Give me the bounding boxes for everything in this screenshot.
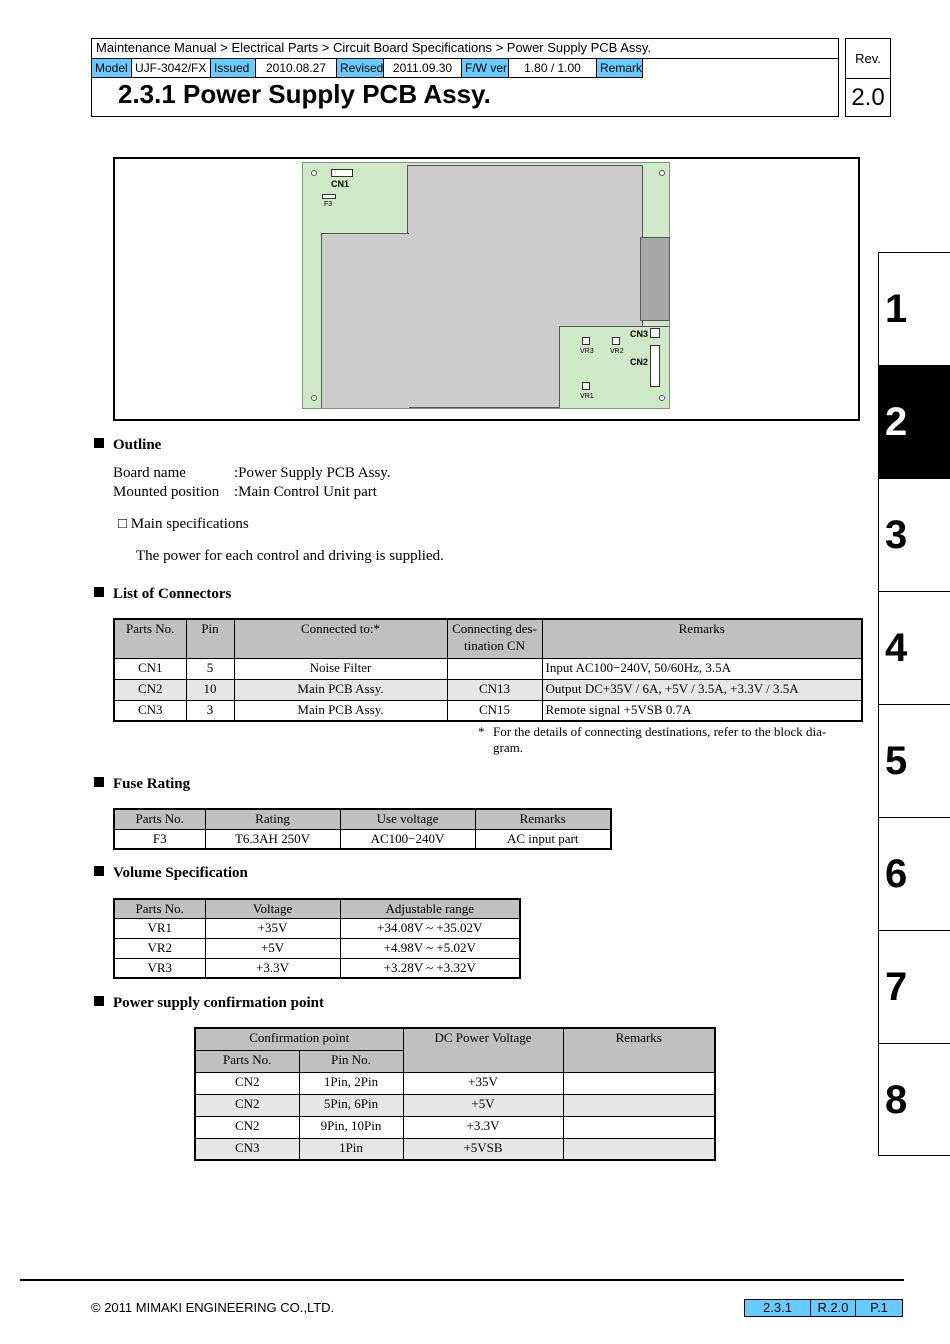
- table-row: [114, 958, 520, 978]
- outline-heading: Outline: [94, 437, 161, 454]
- rev-label: Rev.: [846, 39, 890, 79]
- fw-value: 1.80 / 1.00: [509, 59, 597, 78]
- table-row: [114, 918, 520, 938]
- col-remarks: Remarks: [542, 619, 862, 658]
- revised-value: 2011.09.30: [384, 59, 462, 78]
- col-parts-no: Parts No.: [114, 619, 186, 658]
- model-label: Model: [92, 59, 132, 78]
- vr2-label: VR2: [610, 348, 624, 355]
- col-rating: Rating: [205, 809, 340, 829]
- cell: [447, 658, 542, 679]
- col-confirmation-point: Confirmation point: [195, 1028, 403, 1050]
- fw-label: F/W ver: [462, 59, 509, 78]
- copyright: © 2011 MIMAKI ENGINEERING CO.,LTD.: [91, 1300, 335, 1315]
- vr3-label: VR3: [580, 348, 594, 355]
- cell: +4.98V ~ +5.02V: [340, 938, 520, 958]
- table-row: [114, 679, 862, 700]
- connectors-table: [113, 618, 863, 722]
- col-voltage: Voltage: [205, 899, 340, 918]
- cell: AC input part: [475, 829, 611, 849]
- cell: CN1: [114, 658, 186, 679]
- col-remarks: Remarks: [563, 1028, 715, 1072]
- mount-hole: [311, 395, 317, 401]
- mounted-position-value: :Main Control Unit part: [234, 484, 377, 500]
- col-remarks: Remarks: [475, 809, 611, 829]
- page-indicator: [744, 1299, 903, 1317]
- main-specifications-heading: □ Main specifications: [118, 516, 249, 532]
- col-pin-no: Pin No.: [299, 1050, 403, 1072]
- vr1-label: VR1: [580, 393, 594, 400]
- cell: [563, 1094, 715, 1116]
- cn3-label: CN3: [630, 329, 649, 339]
- rev-value: 2.0: [851, 84, 885, 111]
- issued-label: Issued: [211, 59, 256, 78]
- document-header: [91, 38, 839, 117]
- cell: Main PCB Assy.: [234, 679, 447, 700]
- cell: F3: [114, 829, 205, 849]
- table-row: [195, 1138, 715, 1160]
- remark-label: Remark: [597, 59, 643, 78]
- cell: 5: [186, 658, 234, 679]
- footer-page: P.1: [856, 1300, 902, 1316]
- cn1-connector: [331, 169, 353, 177]
- document-meta: [92, 59, 838, 78]
- volume-heading: Volume Specification: [94, 865, 248, 882]
- cell: 1Pin: [299, 1138, 403, 1160]
- cell: VR1: [114, 918, 205, 938]
- cell: Remote signal +5VSB 0.7A: [542, 700, 862, 721]
- cell: AC100−240V: [340, 829, 475, 849]
- mount-hole: [659, 170, 665, 176]
- mount-hole: [659, 395, 665, 401]
- chapter-tab-1[interactable]: 1: [878, 252, 950, 365]
- page-title: 2.3.1 Power Supply PCB Assy.: [118, 79, 491, 109]
- chapter-tab-3[interactable]: 3: [878, 478, 950, 591]
- vr2-trimmer: [612, 337, 620, 345]
- col-dc-power-voltage: DC Power Voltage: [403, 1028, 563, 1072]
- cell: 10: [186, 679, 234, 700]
- vr1-trimmer: [582, 382, 590, 390]
- cn1-label: CN1: [331, 179, 350, 189]
- board-name-label: Board name: [113, 465, 186, 481]
- model-value: UJF-3042/FX: [132, 59, 211, 78]
- footer-section: 2.3.1: [745, 1300, 811, 1316]
- table-row: [114, 938, 520, 958]
- cell: [563, 1072, 715, 1094]
- col-connecting-destination: Connecting des- tination CN: [447, 619, 542, 658]
- col-parts-no: Parts No.: [195, 1050, 299, 1072]
- cell: 9Pin, 10Pin: [299, 1116, 403, 1138]
- cell: +3.3V: [403, 1116, 563, 1138]
- pcb-figure: [113, 157, 860, 421]
- cn2-connector: [650, 345, 660, 387]
- table-row: [114, 829, 611, 849]
- cell: +3.3V: [205, 958, 340, 978]
- chapter-tabs: [878, 252, 950, 1156]
- note-mark: *: [478, 724, 485, 739]
- f3-fuse: [322, 194, 336, 199]
- mounted-position-label: Mounted position: [113, 484, 220, 500]
- cell: CN13: [447, 679, 542, 700]
- cell: 5Pin, 6Pin: [299, 1094, 403, 1116]
- footer-divider: [20, 1279, 904, 1281]
- cell: +35V: [205, 918, 340, 938]
- pcb-cutout-area: [321, 233, 409, 408]
- cell: VR3: [114, 958, 205, 978]
- cell: +34.08V ~ +35.02V: [340, 918, 520, 938]
- cell: CN2: [195, 1072, 299, 1094]
- cell: CN2: [195, 1094, 299, 1116]
- cell: +5VSB: [403, 1138, 563, 1160]
- pcb-board-illustration: [302, 162, 670, 409]
- cell: Noise Filter: [234, 658, 447, 679]
- cell: +35V: [403, 1072, 563, 1094]
- cell: Output DC+35V / 6A, +5V / 3.5A, +3.3V / 3.5A: [542, 679, 862, 700]
- breadcrumb: Maintenance Manual > Electrical Parts > Circuit Board Specifications > Power Supply PCB Assy.: [92, 39, 838, 59]
- cell: [563, 1116, 715, 1138]
- chapter-tab-5[interactable]: 5: [878, 704, 950, 817]
- cell: +3.28V ~ +3.32V: [340, 958, 520, 978]
- col-parts-no: Parts No.: [114, 809, 205, 829]
- cell: Main PCB Assy.: [234, 700, 447, 721]
- board-name-value: :Power Supply PCB Assy.: [234, 465, 391, 481]
- chapter-tab-7[interactable]: 7: [878, 930, 950, 1043]
- chapter-tab-6[interactable]: 6: [878, 817, 950, 930]
- cell: +5V: [403, 1094, 563, 1116]
- outline-description: The power for each control and driving is supplied.: [136, 548, 444, 564]
- table-row: [195, 1072, 715, 1094]
- cell: VR2: [114, 938, 205, 958]
- mount-hole: [311, 170, 317, 176]
- cell: 3: [186, 700, 234, 721]
- f3-label: F3: [324, 201, 333, 208]
- col-use-voltage: Use voltage: [340, 809, 475, 829]
- fuse-table: [113, 808, 612, 850]
- cell: Input AC100−240V, 50/60Hz, 3.5A: [542, 658, 862, 679]
- cell: CN15: [447, 700, 542, 721]
- footer-revision: R.2.0: [811, 1300, 856, 1316]
- cell: +5V: [205, 938, 340, 958]
- col-connected-to: Connected to:*: [234, 619, 447, 658]
- chapter-tab-4[interactable]: 4: [878, 591, 950, 704]
- cell: CN2: [114, 679, 186, 700]
- cell: CN2: [195, 1116, 299, 1138]
- volume-table: [113, 898, 521, 979]
- cell: CN3: [114, 700, 186, 721]
- revised-label: Revised: [337, 59, 384, 78]
- cell: T6.3AH 250V: [205, 829, 340, 849]
- col-adjustable-range: Adjustable range: [340, 899, 520, 918]
- col-pin: Pin: [186, 619, 234, 658]
- cn3-connector: [650, 328, 660, 338]
- cell: CN3: [195, 1138, 299, 1160]
- revision-box: [845, 38, 891, 117]
- chapter-tab-2[interactable]: 2: [878, 365, 950, 478]
- vr3-trimmer: [582, 337, 590, 345]
- cell: [563, 1138, 715, 1160]
- confirmation-heading: Power supply confirmation point: [94, 995, 324, 1012]
- table-row: [114, 658, 862, 679]
- issued-value: 2010.08.27: [256, 59, 337, 78]
- connectors-heading: List of Connectors: [94, 586, 231, 603]
- confirmation-table: [194, 1027, 716, 1161]
- table-row: [195, 1094, 715, 1116]
- chapter-tab-8[interactable]: 8: [878, 1043, 950, 1156]
- cell: 1Pin, 2Pin: [299, 1072, 403, 1094]
- pcb-side-connector: [640, 237, 670, 321]
- table-row: [195, 1116, 715, 1138]
- cn2-label: CN2: [630, 357, 649, 367]
- table-row: [114, 700, 862, 721]
- col-parts-no: Parts No.: [114, 899, 205, 918]
- connectors-note: For the details of connecting destinations, refer to the block dia- gram.: [493, 724, 827, 755]
- fuse-heading: Fuse Rating: [94, 776, 190, 793]
